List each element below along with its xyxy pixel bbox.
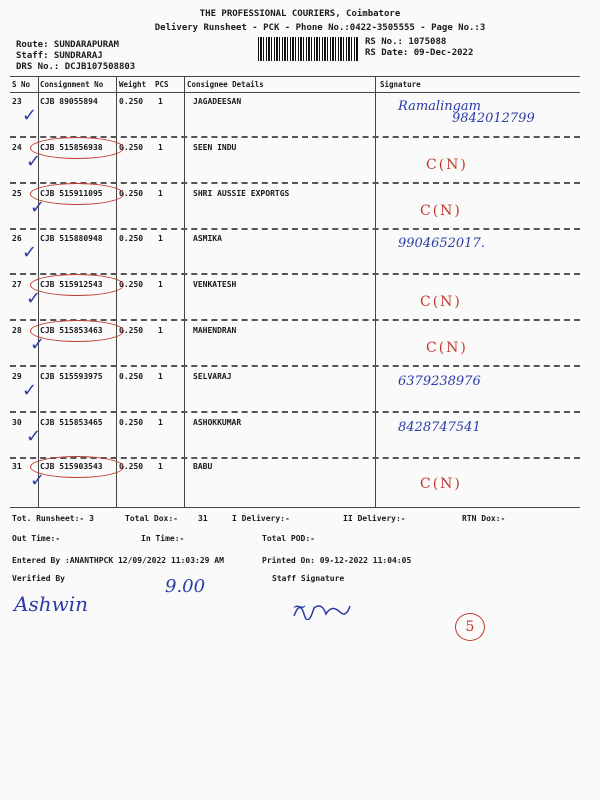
column-header-signature: Signature bbox=[380, 80, 421, 89]
row-signature-phone: 9842012799 bbox=[452, 111, 535, 126]
page-circle-mark: 5 bbox=[455, 613, 485, 641]
row-divider bbox=[10, 228, 580, 230]
column-header-sno: S No bbox=[12, 80, 31, 89]
row-consignee: SELVARAJ bbox=[193, 372, 232, 381]
row-weight: 0.250 bbox=[119, 462, 144, 471]
total-dox-label: Total Dox:- bbox=[125, 514, 178, 523]
row-signature: C(N) bbox=[426, 157, 468, 173]
row-signature: 6379238976 bbox=[398, 374, 481, 389]
row-pcs: 1 bbox=[158, 418, 163, 427]
row-sno: 23 bbox=[12, 97, 22, 106]
ii-delivery: II Delivery:- bbox=[343, 514, 406, 523]
row-consignment-no: CJB 515593975 bbox=[40, 372, 103, 381]
check-mark-icon: ✓ bbox=[26, 288, 42, 309]
column-divider bbox=[375, 76, 376, 507]
staff-label: Staff: SUNDRARAJ bbox=[16, 51, 103, 61]
route-label: Route: SUNDARAPURAM bbox=[16, 40, 119, 50]
row-signature: 9904652017. bbox=[398, 236, 485, 251]
runsheet-title: Delivery Runsheet - PCK - Phone No.:0422-3505555 - Page No.:3 bbox=[154, 23, 486, 33]
row-pcs: 1 bbox=[158, 234, 163, 243]
row-sno: 26 bbox=[12, 234, 22, 243]
staff-signature-scribble bbox=[292, 598, 352, 620]
row-pcs: 1 bbox=[158, 97, 163, 106]
row-pcs: 1 bbox=[158, 326, 163, 335]
column-header-consignment: Consignment No bbox=[40, 80, 104, 89]
column-divider bbox=[184, 76, 185, 507]
verifier-signature: Ashwin bbox=[14, 592, 88, 616]
row-consignee: JAGADEESAN bbox=[193, 97, 242, 106]
row-weight: 0.250 bbox=[119, 97, 144, 106]
table-bottom-border bbox=[10, 507, 580, 508]
entered-by: Entered By :ANANTHPCK 12/09/2022 11:03:29 AM bbox=[12, 556, 224, 565]
row-consignment-no: CJB 515856938 bbox=[40, 143, 103, 152]
company-title: THE PROFESSIONAL COURIERS, Coimbatore bbox=[199, 9, 401, 19]
row-pcs: 1 bbox=[158, 189, 163, 198]
row-sno: 29 bbox=[12, 372, 22, 381]
column-header-weight: Weight bbox=[119, 80, 147, 89]
out-time: Out Time:- bbox=[12, 534, 61, 543]
in-time: In Time:- bbox=[141, 534, 185, 543]
row-consignee: ASMIKA bbox=[193, 234, 222, 243]
time-signature: 9.00 bbox=[165, 576, 206, 597]
check-mark-icon: ✓ bbox=[30, 197, 46, 218]
row-consignment-no: CJB 515903543 bbox=[40, 462, 103, 471]
row-weight: 0.250 bbox=[119, 143, 144, 152]
barcode bbox=[258, 37, 358, 61]
row-signature: C(N) bbox=[426, 340, 468, 356]
row-weight: 0.250 bbox=[119, 418, 144, 427]
row-consignee: VENKATESH bbox=[193, 280, 237, 289]
row-consignment-no: CJB 515853463 bbox=[40, 326, 103, 335]
rs-date: RS Date: 09-Dec-2022 bbox=[365, 48, 474, 58]
row-pcs: 1 bbox=[158, 462, 163, 471]
row-sno: 31 bbox=[12, 462, 22, 471]
check-mark-icon: ✓ bbox=[26, 151, 42, 172]
row-divider bbox=[10, 411, 580, 413]
row-pcs: 1 bbox=[158, 372, 163, 381]
rs-number: RS No.: 1075088 bbox=[365, 37, 447, 47]
rtn-dox: RTN Dox:- bbox=[462, 514, 506, 523]
row-signature: C(N) bbox=[420, 476, 462, 492]
table-header-border bbox=[10, 92, 580, 93]
check-mark-icon: ✓ bbox=[26, 426, 42, 447]
row-sno: 25 bbox=[12, 189, 22, 198]
column-header-consignee: Consignee Details bbox=[187, 80, 264, 89]
row-consignment-no: CJB 515911095 bbox=[40, 189, 103, 198]
row-weight: 0.250 bbox=[119, 372, 144, 381]
row-signature: C(N) bbox=[420, 203, 462, 219]
verified-by-label: Verified By bbox=[12, 574, 65, 583]
row-weight: 0.250 bbox=[119, 326, 144, 335]
row-consignee: SHRI AUSSIE EXPORTGS bbox=[193, 189, 290, 198]
row-consignment-no: CJB 89055894 bbox=[40, 97, 98, 106]
row-consignee: ASHOKKUMAR bbox=[193, 418, 242, 427]
row-pcs: 1 bbox=[158, 280, 163, 289]
check-mark-icon: ✓ bbox=[22, 242, 38, 263]
column-divider bbox=[116, 76, 117, 507]
row-consignment-no: CJB 515880948 bbox=[40, 234, 103, 243]
row-divider bbox=[10, 365, 580, 367]
row-consignment-no: CJB 515912543 bbox=[40, 280, 103, 289]
row-pcs: 1 bbox=[158, 143, 163, 152]
tot-runsheet: Tot. Runsheet:- 3 bbox=[12, 514, 94, 523]
staff-signature: ~ bbox=[292, 596, 308, 617]
row-sno: 27 bbox=[12, 280, 22, 289]
row-signature: C(N) bbox=[420, 294, 462, 310]
total-pod: Total POD:- bbox=[262, 534, 315, 543]
row-consignee: MAHENDRAN bbox=[193, 326, 237, 335]
row-consignment-no: CJB 515853465 bbox=[40, 418, 103, 427]
row-signature: 8428747541 bbox=[398, 420, 481, 435]
row-consignee: SEEN INDU bbox=[193, 143, 237, 152]
row-signature: Ramalingam bbox=[398, 99, 482, 114]
check-mark-icon: ✓ bbox=[22, 380, 38, 401]
check-mark-icon: ✓ bbox=[22, 105, 38, 126]
row-sno: 28 bbox=[12, 326, 22, 335]
row-weight: 0.250 bbox=[119, 234, 144, 243]
row-sno: 30 bbox=[12, 418, 22, 427]
i-delivery: I Delivery:- bbox=[232, 514, 290, 523]
column-header-pcs: PCS bbox=[155, 80, 169, 89]
total-dox-value: 31 bbox=[198, 514, 208, 523]
drs-number: DRS No.: DCJB107508803 bbox=[16, 62, 136, 72]
circled-mark bbox=[30, 274, 124, 296]
printed-on: Printed On: 09-12-2022 11:04:05 bbox=[262, 556, 412, 565]
row-consignee: BABU bbox=[193, 462, 213, 471]
row-sno: 24 bbox=[12, 143, 22, 152]
check-mark-icon: ✓ bbox=[30, 334, 46, 355]
circled-mark bbox=[30, 137, 124, 159]
row-weight: 0.250 bbox=[119, 189, 144, 198]
row-weight: 0.250 bbox=[119, 280, 144, 289]
table-top-border bbox=[10, 76, 580, 77]
check-mark-icon: ✓ bbox=[30, 470, 46, 491]
staff-signature-label: Staff Signature bbox=[272, 574, 345, 583]
